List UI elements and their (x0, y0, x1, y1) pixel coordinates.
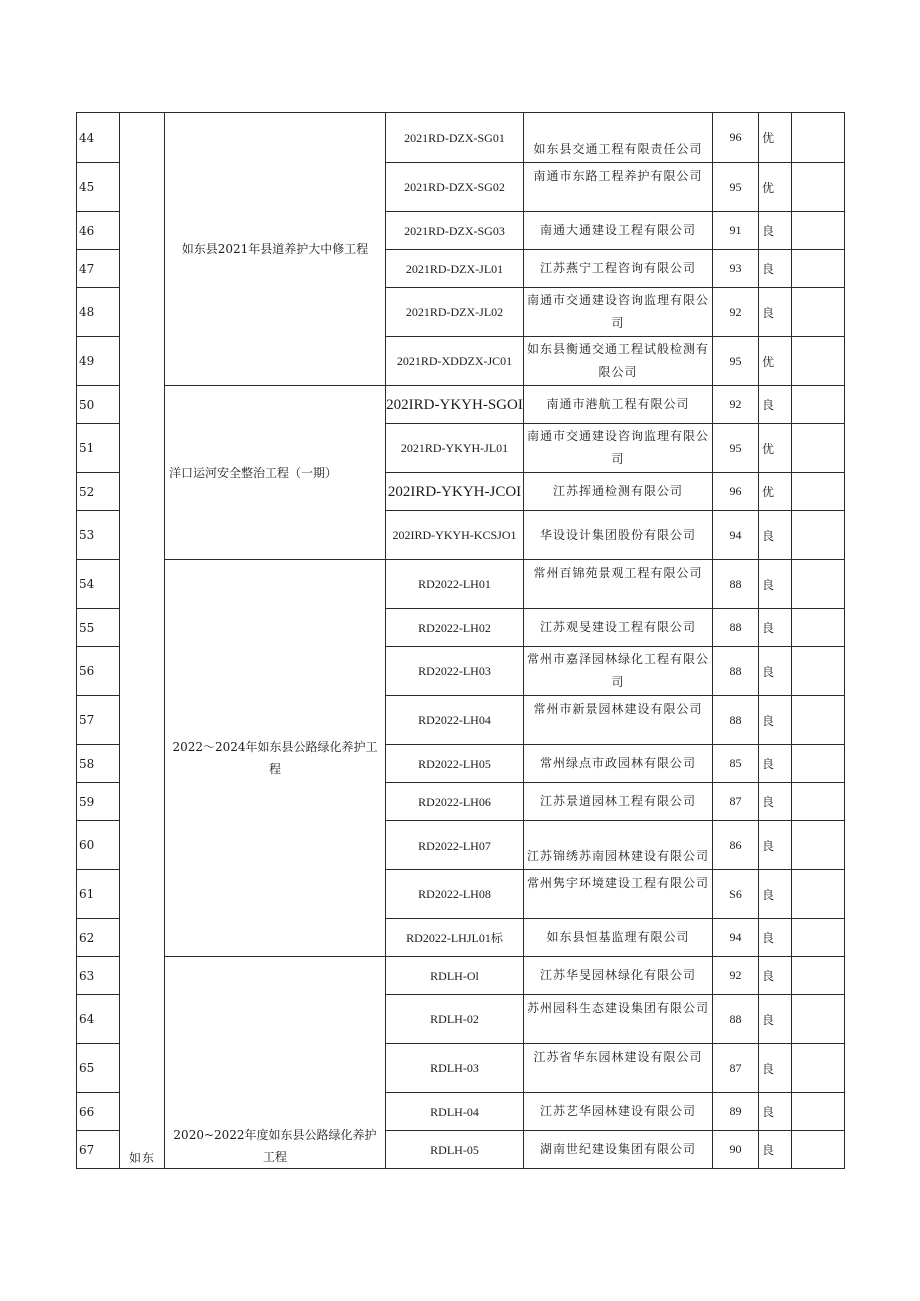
empty-cell (792, 560, 845, 609)
score: 88 (713, 995, 759, 1044)
company-name: 江苏艺华园林建设有限公司 (524, 1093, 713, 1131)
company-name: 江苏锦绣苏南园林建设有限公司 (524, 821, 713, 870)
score: 96 (713, 113, 759, 163)
score: 92 (713, 288, 759, 337)
score: 95 (713, 163, 759, 212)
score: 85 (713, 745, 759, 783)
grade: 良 (759, 1093, 792, 1131)
company-name: 如东县恒基监理有限公司 (524, 919, 713, 957)
grade: 良 (759, 870, 792, 919)
score: S6 (713, 870, 759, 919)
row-number: 51 (77, 424, 120, 473)
company-name: 江苏景道园林工程有限公司 (524, 783, 713, 821)
grade: 良 (759, 696, 792, 745)
score: 95 (713, 337, 759, 386)
bid-code: RD2022-LH07 (386, 821, 524, 870)
row-number: 53 (77, 511, 120, 560)
project-name: 如东县2021年县道养护大中修工程 (165, 113, 386, 386)
empty-cell (792, 386, 845, 424)
grade: 良 (759, 560, 792, 609)
company-name: 常州百锦苑景观工程有限公司 (524, 560, 713, 609)
company-name: 江苏燕宁工程咨询有限公司 (524, 250, 713, 288)
row-number: 59 (77, 783, 120, 821)
empty-cell (792, 783, 845, 821)
company-name: 南通市东路工程养护有限公司 (524, 163, 713, 212)
empty-cell (792, 212, 845, 250)
table-row (77, 113, 845, 163)
score: 88 (713, 609, 759, 647)
row-number: 49 (77, 337, 120, 386)
empty-cell (792, 473, 845, 511)
score: 94 (713, 919, 759, 957)
bid-code: 2021RD-DZX-SG01 (386, 113, 524, 163)
bid-code: 202IRD-YKYH-JCOI (386, 473, 524, 511)
company-name: 南通市交通建设咨询监理有限公司 (524, 288, 713, 337)
table-row (77, 386, 845, 424)
empty-cell (792, 288, 845, 337)
row-number: 55 (77, 609, 120, 647)
grade: 优 (759, 337, 792, 386)
score: 87 (713, 1044, 759, 1093)
company-name: 华设设计集团股份有限公司 (524, 511, 713, 560)
row-number: 67 (77, 1131, 120, 1169)
company-name: 如东县衡通交通工程试般检测有限公司 (524, 337, 713, 386)
company-name: 苏州园科生态建设集团有限公司 (524, 995, 713, 1044)
bid-code: 2021RD-XDDZX-JC01 (386, 337, 524, 386)
bid-code: RD2022-LH02 (386, 609, 524, 647)
row-number: 56 (77, 647, 120, 696)
empty-cell (792, 424, 845, 473)
score: 92 (713, 957, 759, 995)
score: 88 (713, 696, 759, 745)
bid-code: 2021RD-DZX-SG02 (386, 163, 524, 212)
empty-cell (792, 647, 845, 696)
score: 88 (713, 560, 759, 609)
empty-cell (792, 1131, 845, 1169)
bid-code: RD2022-LH06 (386, 783, 524, 821)
score: 90 (713, 1131, 759, 1169)
empty-cell (792, 870, 845, 919)
table-row (77, 957, 845, 995)
company-name: 江苏华旻园林绿化有限公司 (524, 957, 713, 995)
score: 88 (713, 647, 759, 696)
empty-cell (792, 745, 845, 783)
grade: 优 (759, 163, 792, 212)
bid-code: 2021RD-DZX-SG03 (386, 212, 524, 250)
empty-cell (792, 337, 845, 386)
bid-code: 202IRD-YKYH-SGOI (386, 386, 524, 424)
bid-code: 202IRD-YKYH-KCSJO1 (386, 511, 524, 560)
score: 86 (713, 821, 759, 870)
bid-code: RD2022-LHJL01标 (386, 919, 524, 957)
grade: 良 (759, 647, 792, 696)
row-number: 65 (77, 1044, 120, 1093)
score: 91 (713, 212, 759, 250)
empty-cell (792, 957, 845, 995)
grade: 优 (759, 473, 792, 511)
empty-cell (792, 995, 845, 1044)
empty-cell (792, 163, 845, 212)
empty-cell (792, 919, 845, 957)
grade: 良 (759, 919, 792, 957)
row-number: 45 (77, 163, 120, 212)
row-number: 64 (77, 995, 120, 1044)
grade: 良 (759, 212, 792, 250)
score: 87 (713, 783, 759, 821)
grade: 良 (759, 745, 792, 783)
row-number: 50 (77, 386, 120, 424)
bid-code: RD2022-LH01 (386, 560, 524, 609)
project-name: 2022～2024年如东县公路绿化养护工程 (165, 560, 386, 957)
row-number: 44 (77, 113, 120, 163)
row-number: 60 (77, 821, 120, 870)
row-number: 58 (77, 745, 120, 783)
bid-code: RDLH-05 (386, 1131, 524, 1169)
grade: 良 (759, 1131, 792, 1169)
score: 92 (713, 386, 759, 424)
grade: 良 (759, 511, 792, 560)
company-name: 常州绿点市政园林有限公司 (524, 745, 713, 783)
empty-cell (792, 113, 845, 163)
row-number: 66 (77, 1093, 120, 1131)
row-number: 62 (77, 919, 120, 957)
grade: 良 (759, 288, 792, 337)
grade: 良 (759, 609, 792, 647)
bid-code: RDLH-03 (386, 1044, 524, 1093)
company-name: 常州市新景园林建设有限公司 (524, 696, 713, 745)
company-name: 如东县交通工程有限责任公司 (524, 113, 713, 163)
row-number: 48 (77, 288, 120, 337)
company-name: 常州隽宇环境建设工程有限公司 (524, 870, 713, 919)
company-name: 江苏挥通检测有限公司 (524, 473, 713, 511)
empty-cell (792, 821, 845, 870)
company-name: 常州市嘉泽园林绿化工程有限公司 (524, 647, 713, 696)
bid-code: 2021RD-DZX-JL01 (386, 250, 524, 288)
empty-cell (792, 609, 845, 647)
grade: 良 (759, 995, 792, 1044)
row-number: 54 (77, 560, 120, 609)
grade: 良 (759, 1044, 792, 1093)
bid-code: RDLH-Ol (386, 957, 524, 995)
score: 93 (713, 250, 759, 288)
bid-code: RDLH-04 (386, 1093, 524, 1131)
bid-code: RD2022-LH04 (386, 696, 524, 745)
row-number: 52 (77, 473, 120, 511)
company-name: 南通市港航工程有限公司 (524, 386, 713, 424)
empty-cell (792, 696, 845, 745)
empty-cell (792, 1044, 845, 1093)
company-name: 南通市交通建设咨询监理有限公司 (524, 424, 713, 473)
grade: 良 (759, 386, 792, 424)
score: 94 (713, 511, 759, 560)
empty-cell (792, 511, 845, 560)
company-name: 湖南世纪建设集团有限公司 (524, 1131, 713, 1169)
evaluation-table (76, 112, 845, 1169)
score: 89 (713, 1093, 759, 1131)
bid-code: RD2022-LH08 (386, 870, 524, 919)
row-number: 63 (77, 957, 120, 995)
row-number: 57 (77, 696, 120, 745)
bid-code: RD2022-LH05 (386, 745, 524, 783)
row-number: 47 (77, 250, 120, 288)
empty-cell (792, 250, 845, 288)
grade: 优 (759, 424, 792, 473)
grade: 良 (759, 783, 792, 821)
grade: 优 (759, 113, 792, 163)
score: 96 (713, 473, 759, 511)
region-cell: 如东 (120, 113, 165, 1169)
row-number: 61 (77, 870, 120, 919)
row-number: 46 (77, 212, 120, 250)
grade: 良 (759, 821, 792, 870)
empty-cell (792, 1093, 845, 1131)
bid-code: 2021RD-DZX-JL02 (386, 288, 524, 337)
project-name: 2020~2022年度如东县公路绿化养护工程 (165, 957, 386, 1169)
bid-code: RD2022-LH03 (386, 647, 524, 696)
score: 95 (713, 424, 759, 473)
company-name: 南通大通建设工程有限公司 (524, 212, 713, 250)
bid-code: RDLH-02 (386, 995, 524, 1044)
grade: 良 (759, 957, 792, 995)
bid-code: 2021RD-YKYH-JL01 (386, 424, 524, 473)
table-row (77, 560, 845, 609)
grade: 良 (759, 250, 792, 288)
company-name: 江苏观旻建设工程有限公司 (524, 609, 713, 647)
company-name: 江苏省华东园林建设有限公司 (524, 1044, 713, 1093)
project-name: 洋口运河安全整治工程（一期） (165, 386, 386, 560)
